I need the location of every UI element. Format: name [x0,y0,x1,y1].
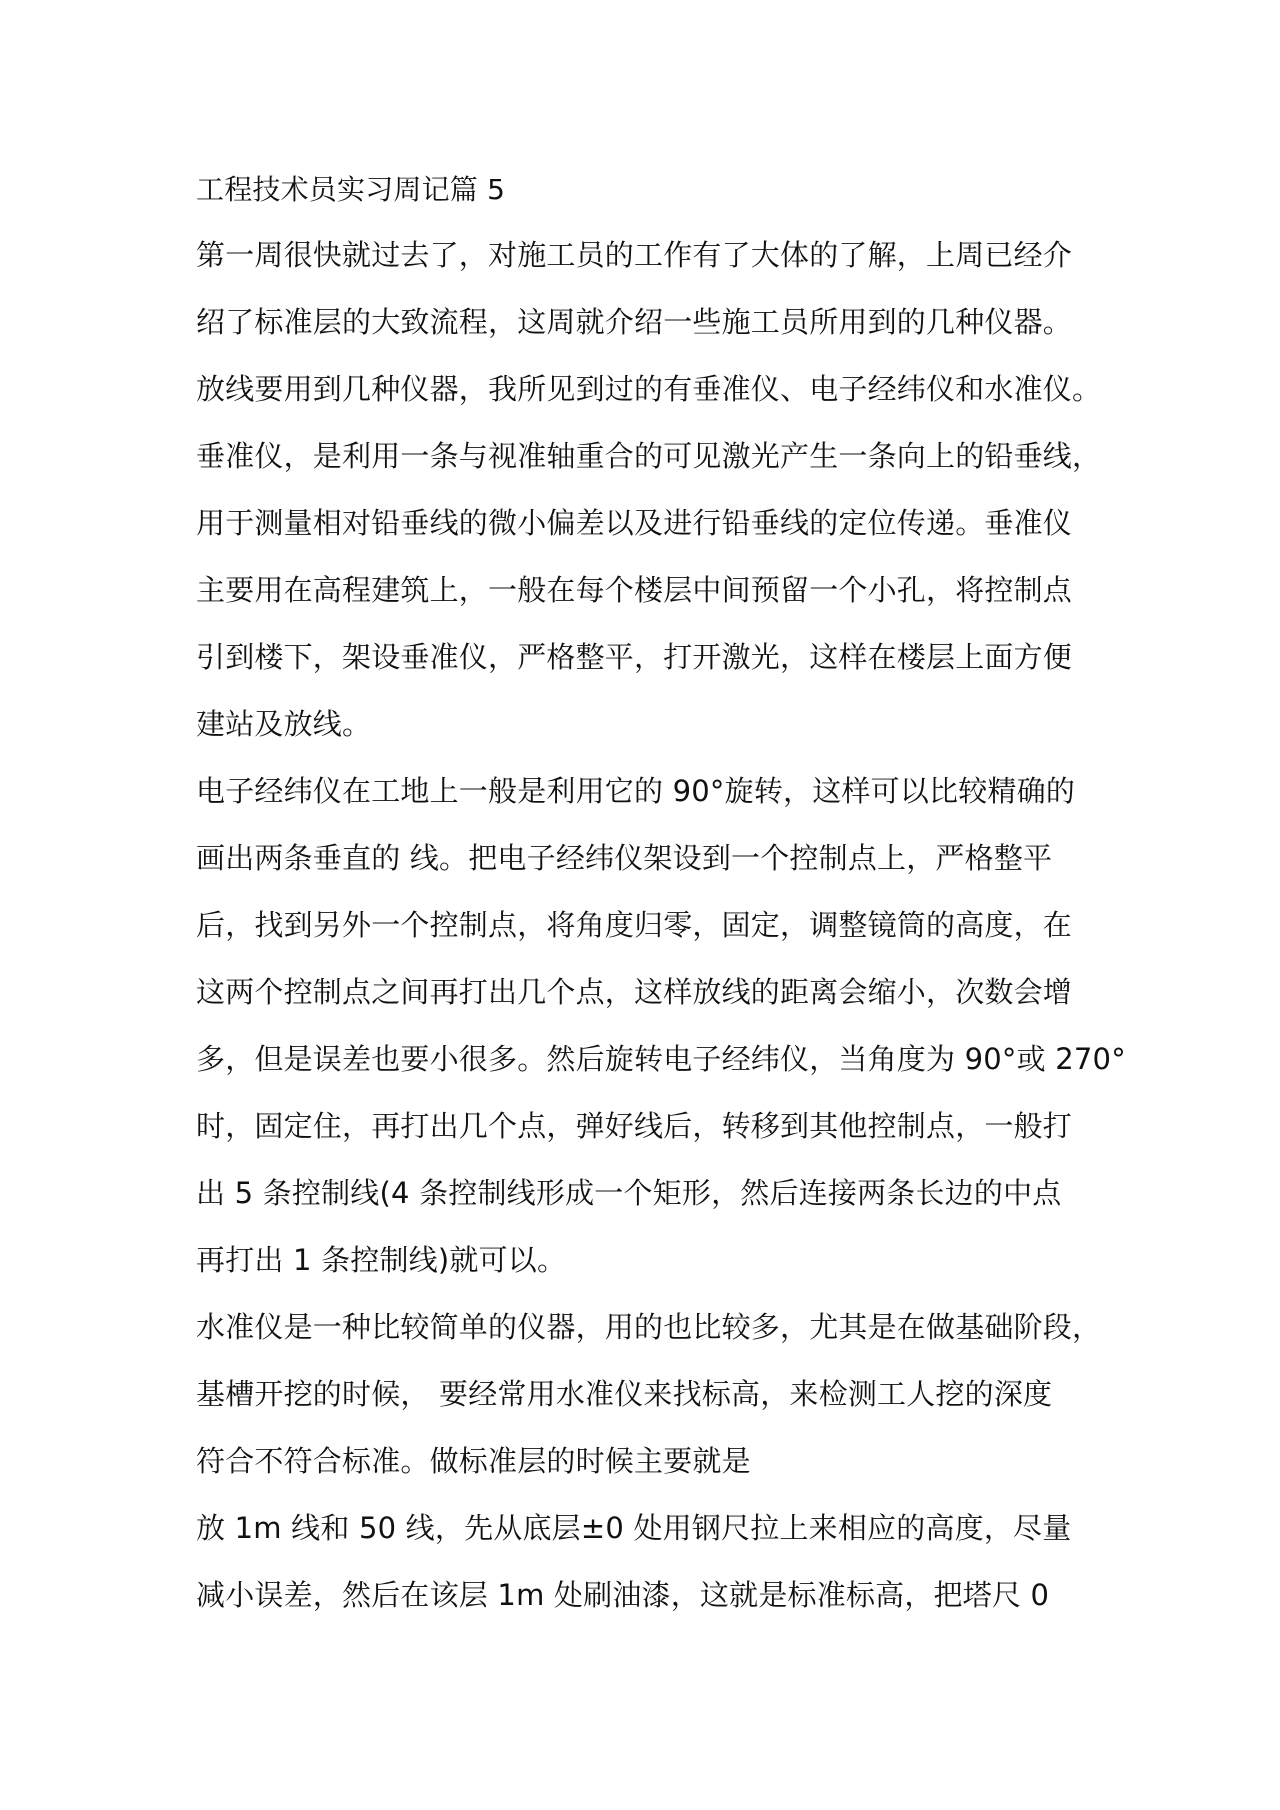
text-line: 画出两条垂直的 线。把电子经纬仪架设到一个控制点上，严格整平 [196,841,1053,875]
document-body [196,168,1126,1635]
text-line: 引到楼下，架设垂准仪，严格整平，打开激光，这样在楼层上面方便 [196,640,1073,674]
text-line: 出 5 条控制线(4 条控制线形成一个矩形，然后连接两条长边的中点 [196,1176,1062,1210]
text-line: 用于测量相对铅垂线的微小偏差以及进行铅垂线的定位传递。垂准仪 [196,506,1073,540]
text-line: 放 1m 线和 50 线，先从底层±0 处用钢尺拉上来相应的高度，尽量 [196,1511,1072,1545]
text-line: 放线要用到几种仪器，我所见到过的有垂准仪、电子经纬仪和水准仪。 [196,372,1102,406]
text-line: 时，固定住，再打出几个点，弹好线后，转移到其他控制点，一般打 [196,1109,1073,1143]
text-line: 这两个控制点之间再打出几个点，这样放线的距离会缩小，次数会增 [196,975,1073,1009]
text-line: 第一周很快就过去了，对施工员的工作有了大体的了解，上周已经介 [196,238,1073,272]
text-line: 多，但是误差也要小很多。然后旋转电子经纬仪，当角度为 90°或 270° [196,1042,1126,1076]
text-line: 绍了标准层的大致流程，这周就介绍一些施工员所用到的几种仪器。 [196,305,1073,339]
text-line: 后，找到另外一个控制点，将角度归零，固定，调整镜筒的高度，在 [196,908,1073,942]
text-line: 垂准仪，是利用一条与视准轴重合的可见激光产生一条向上的铅垂线， [196,439,1102,473]
document-title: 工程技术员实习周记篇 5 [196,173,506,206]
text-line: 水准仪是一种比较简单的仪器，用的也比较多，尤其是在做基础阶段， [196,1310,1102,1344]
text-line: 减小误差，然后在该层 1m 处刷油漆，这就是标准标高，把塔尺 0 [196,1578,1050,1612]
text-line: 主要用在高程建筑上，一般在每个楼层中间预留一个小孔，将控制点 [196,573,1073,607]
text-line: 再打出 1 条控制线)就可以。 [196,1243,567,1277]
text-line: 电子经纬仪在工地上一般是利用它的 90°旋转，这样可以比较精确的 [196,774,1076,808]
text-line: 建站及放线。 [196,707,372,741]
text-line: 符合不符合标准。做标准层的时候主要就是 [196,1444,751,1478]
text-line: 基槽开挖的时候， 要经常用水准仪来找标高，来检测工人挖的深度 [196,1377,1053,1411]
